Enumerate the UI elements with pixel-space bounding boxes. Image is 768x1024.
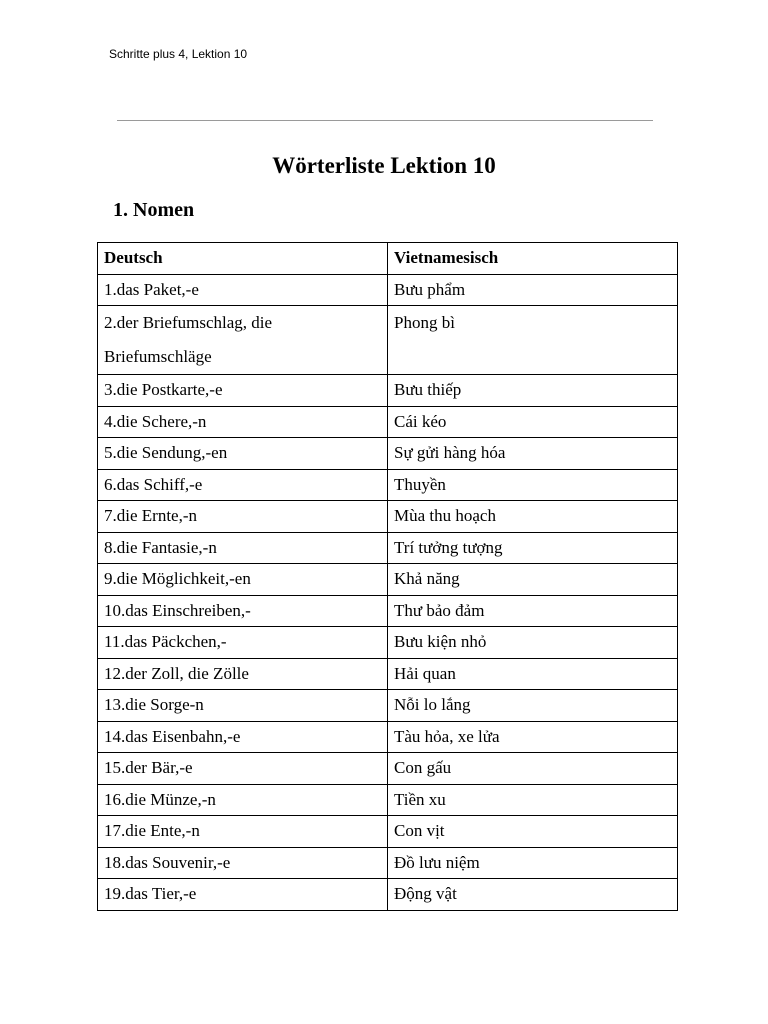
table-row xyxy=(98,375,678,407)
table-row xyxy=(98,406,678,438)
table-header-row xyxy=(98,243,678,275)
german-term: 15.der Bär,-e xyxy=(98,753,388,785)
vietnamese-term: Cái kéo xyxy=(388,406,678,438)
german-term: 3.die Postkarte,-e xyxy=(98,375,388,407)
german-term: 16.die Münze,-n xyxy=(98,784,388,816)
table-row xyxy=(98,879,678,911)
vietnamese-term: Bưu phẩm xyxy=(388,274,678,306)
table-row xyxy=(98,627,678,659)
table-row xyxy=(98,784,678,816)
german-term: 17.die Ente,-n xyxy=(98,816,388,848)
table-row xyxy=(98,721,678,753)
vietnamese-term: Đồ lưu niệm xyxy=(388,847,678,879)
table-row xyxy=(98,595,678,627)
german-term: 13.die Sorge-n xyxy=(98,690,388,722)
vietnamese-term: Thuyền xyxy=(388,469,678,501)
german-term: 2.der Briefumschlag, die Briefumschläge xyxy=(98,306,388,375)
vietnamese-term: Bưu kiện nhỏ xyxy=(388,627,678,659)
german-term: 10.das Einschreiben,- xyxy=(98,595,388,627)
table-row xyxy=(98,501,678,533)
vietnamese-term: Thư bảo đảm xyxy=(388,595,678,627)
vietnamese-term: Trí tưởng tượng xyxy=(388,532,678,564)
running-header: Schritte plus 4, Lektion 10 xyxy=(109,47,248,61)
vietnamese-term: Mùa thu hoạch xyxy=(388,501,678,533)
vietnamese-term: Con vịt xyxy=(388,816,678,848)
vietnamese-term: Con gấu xyxy=(388,753,678,785)
header-divider xyxy=(117,120,653,121)
vocabulary-table xyxy=(97,242,678,911)
german-term: 1.das Paket,-e xyxy=(98,274,388,306)
vietnamese-term: Tiền xu xyxy=(388,784,678,816)
table-row xyxy=(98,564,678,596)
german-term: 19.das Tier,-e xyxy=(98,879,388,911)
table-row xyxy=(98,847,678,879)
table-row xyxy=(98,469,678,501)
table-row xyxy=(98,438,678,470)
column-header-vietnamesisch: Vietnamesisch xyxy=(388,243,678,275)
german-term: 7.die Ernte,-n xyxy=(98,501,388,533)
table-row xyxy=(98,753,678,785)
german-term: 6.das Schiff,-e xyxy=(98,469,388,501)
table-row xyxy=(98,274,678,306)
german-term: 12.der Zoll, die Zölle xyxy=(98,658,388,690)
german-term: 11.das Päckchen,- xyxy=(98,627,388,659)
page-title: Wörterliste Lektion 10 xyxy=(272,153,496,178)
vietnamese-term: Động vật xyxy=(388,879,678,911)
column-header-deutsch: Deutsch xyxy=(98,243,388,275)
table-row xyxy=(98,690,678,722)
german-term: 4.die Schere,-n xyxy=(98,406,388,438)
german-term: 8.die Fantasie,-n xyxy=(98,532,388,564)
vietnamese-term: Khả năng xyxy=(388,564,678,596)
table-row xyxy=(98,306,678,375)
vietnamese-term: Bưu thiếp xyxy=(388,375,678,407)
german-term: 18.das Souvenir,-e xyxy=(98,847,388,879)
german-term: 5.die Sendung,-en xyxy=(98,438,388,470)
section-heading: 1. Nomen xyxy=(113,199,195,221)
table-row xyxy=(98,532,678,564)
vietnamese-term: Phong bì xyxy=(388,306,678,375)
vietnamese-term: Nỗi lo lắng xyxy=(388,690,678,722)
german-term: 14.das Eisenbahn,-e xyxy=(98,721,388,753)
vietnamese-term: Hải quan xyxy=(388,658,678,690)
vietnamese-term: Sự gửi hàng hóa xyxy=(388,438,678,470)
table-row xyxy=(98,816,678,848)
table-row xyxy=(98,658,678,690)
german-term: 9.die Möglichkeit,-en xyxy=(98,564,388,596)
vietnamese-term: Tàu hỏa, xe lửa xyxy=(388,721,678,753)
